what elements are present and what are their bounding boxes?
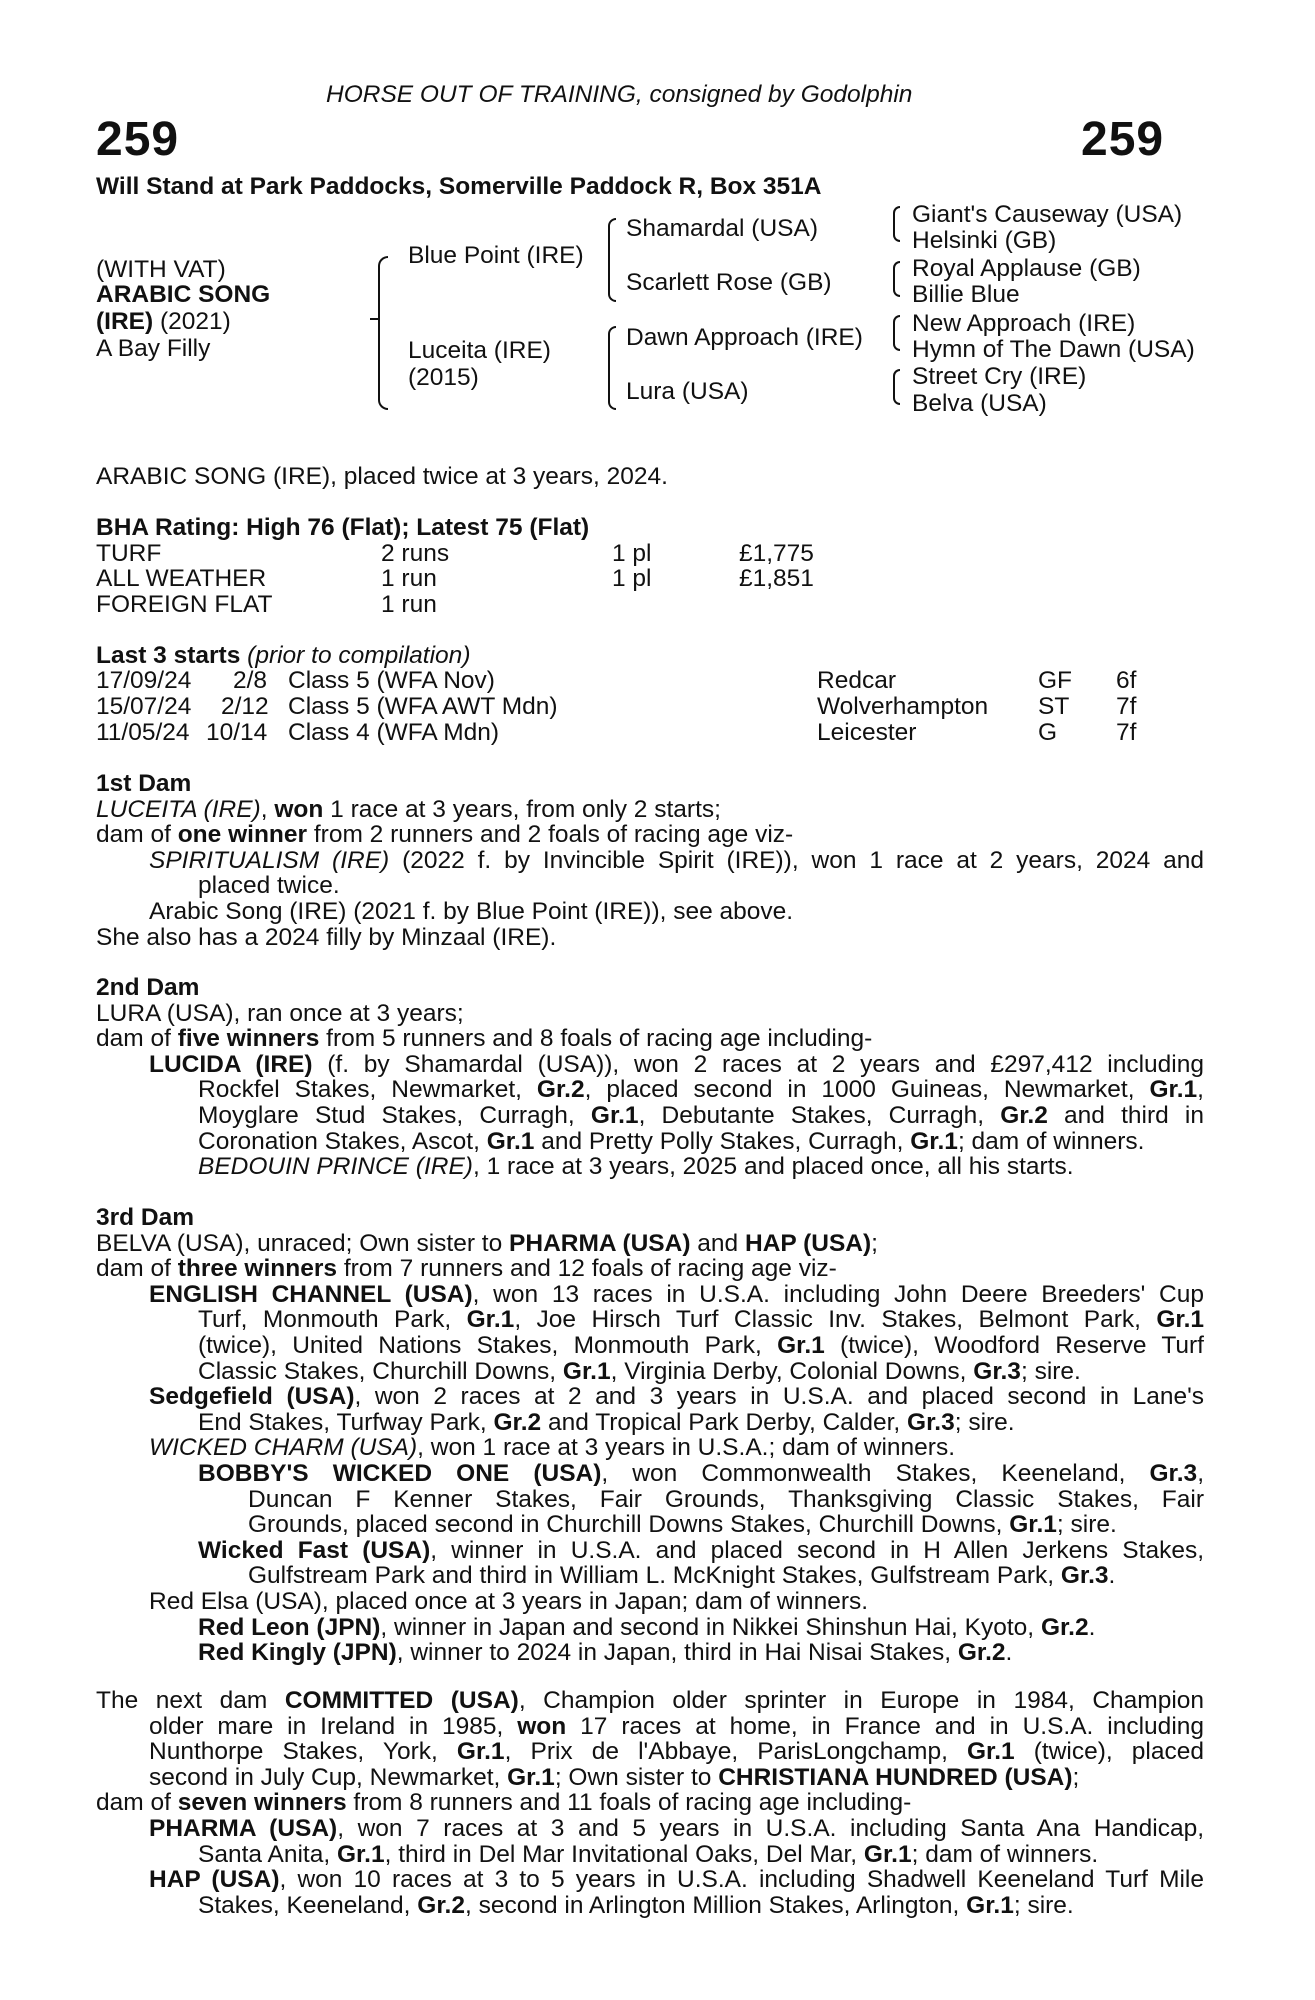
pedigree-bracket-g3-1 bbox=[893, 206, 900, 242]
start-position: 2/12 bbox=[221, 693, 269, 720]
produce-entry: PHARMA (USA), won 7 races at 3 and 5 years in U.S.A. including Santa Ana Handicap, bbox=[149, 1814, 1205, 1842]
starts-note: (prior to compilation) bbox=[247, 642, 471, 669]
dam-line-cont: older mare in Ireland in 1985, won 17 races at home, in France and in U.S.A. including bbox=[149, 1712, 1205, 1740]
produce-entry-cont: Santa Anita, Gr.1, third in Del Mar Invitational Oaks, Del Mar, Gr.1; dam of winners. bbox=[198, 1840, 1099, 1868]
next-dam-section bbox=[96, 1688, 1204, 1918]
third-dam-section bbox=[96, 1205, 1204, 1666]
horse-origin-year bbox=[96, 309, 231, 335]
starts-title: Last 3 starts bbox=[96, 642, 241, 669]
lot-number-left: 259 bbox=[96, 113, 180, 166]
start-date: 15/07/24 bbox=[96, 693, 192, 720]
produce-entry: Arabic Song (IRE) (2021 f. by Blue Point (IRE)), see above. bbox=[149, 897, 794, 925]
pedigree-brace-mid bbox=[370, 318, 380, 320]
pedigree-bracket-g3-3 bbox=[893, 315, 900, 351]
first-dam-section bbox=[96, 771, 1204, 950]
dam: Luceita (IRE) bbox=[408, 337, 551, 364]
start-class: Class 5 (WFA Nov) bbox=[288, 667, 495, 694]
dam-line: dam of five winners from 5 runners and 8 foals of racing age including- bbox=[96, 1025, 873, 1053]
start-distance: 7f bbox=[1116, 719, 1137, 746]
start-class: Class 4 (WFA Mdn) bbox=[288, 719, 500, 746]
start-course: Leicester bbox=[817, 719, 917, 746]
start-position: 2/8 bbox=[233, 667, 268, 694]
rating-surface: TURF bbox=[96, 540, 162, 567]
produce-entry-cont: Rockfel Stakes, Newmarket, Gr.2, placed second in 1000 Guineas, Newmarket, Gr.1, bbox=[198, 1076, 1204, 1104]
horse-name: ARABIC SONG bbox=[96, 281, 271, 308]
page-title: HORSE OUT OF TRAINING, consigned by Godolphin bbox=[326, 81, 913, 108]
start-date: 11/05/24 bbox=[96, 719, 190, 746]
starts-heading bbox=[96, 643, 470, 669]
vat-note: (WITH VAT) bbox=[96, 256, 226, 283]
section-heading: 1st Dam bbox=[96, 770, 192, 797]
produce-entry: HAP (USA), won 10 races at 3 to 5 years in U.S.A. including Shadwell Keeneland Turf Mile bbox=[149, 1866, 1204, 1894]
start-distance: 7f bbox=[1116, 693, 1137, 720]
rating-runs: 1 run bbox=[381, 591, 437, 618]
pedigree-gen2-3: Dawn Approach (IRE) bbox=[626, 324, 863, 351]
pedigree-gen2-4: Lura (USA) bbox=[626, 378, 749, 405]
horse-description: A Bay Filly bbox=[96, 335, 211, 362]
dam-line: She also has a 2024 filly by Minzaal (IRE). bbox=[96, 923, 557, 951]
produce-entry-cont: placed twice. bbox=[198, 872, 340, 900]
dam-line: dam of one winner from 2 runners and 2 foals of racing age viz- bbox=[96, 821, 794, 849]
produce-entry: BOBBY'S WICKED ONE (USA), won Commonwealth Stakes, Keeneland, Gr.3, bbox=[198, 1459, 1204, 1487]
rating-prize: £1,775 bbox=[739, 540, 814, 567]
horse-origin: (IRE) bbox=[96, 308, 154, 335]
produce-entry-cont: Duncan F Kenner Stakes, Fair Grounds, Thanksgiving Classic Stakes, Fair bbox=[248, 1485, 1204, 1513]
start-going: G bbox=[1038, 719, 1058, 746]
produce-entry: Red Kingly (JPN), winner to 2024 in Japan, third in Hai Nisai Stakes, Gr.2. bbox=[198, 1639, 1013, 1667]
rating-placed: 1 pl bbox=[612, 565, 652, 592]
pedigree-gen3-6: Hymn of The Dawn (USA) bbox=[912, 336, 1195, 363]
dam-line: The next dam COMMITTED (USA), Champion older sprinter in Europe in 1984, Champion bbox=[96, 1687, 1205, 1714]
produce-entry-cont: Grounds, placed second in Churchill Downs Stakes, Churchill Downs, Gr.1; sire. bbox=[248, 1511, 1117, 1539]
pedigree-gen3-4: Billie Blue bbox=[912, 281, 1020, 308]
pedigree-bracket-g3-2 bbox=[893, 261, 900, 297]
rating-runs: 2 runs bbox=[381, 540, 450, 567]
start-going: GF bbox=[1038, 667, 1073, 694]
produce-entry: ENGLISH CHANNEL (USA), won 13 races in U.S.A. including John Deere Breeders' Cup bbox=[149, 1280, 1204, 1308]
second-dam-section bbox=[96, 975, 1204, 1180]
pedigree-gen3-7: Street Cry (IRE) bbox=[912, 363, 1087, 390]
pedigree-gen3-1: Giant's Causeway (USA) bbox=[912, 201, 1183, 228]
dam-line: LUCEITA (IRE), won 1 race at 3 years, from only 2 starts; bbox=[96, 795, 721, 823]
rating-surface: ALL WEATHER bbox=[96, 565, 267, 592]
dam-line-cont: second in July Cup, Newmarket, Gr.1; Own sister to CHRISTIANA HUNDRED (USA); bbox=[149, 1763, 1080, 1791]
start-course: Redcar bbox=[817, 667, 896, 694]
rating-placed: 1 pl bbox=[612, 540, 652, 567]
produce-entry-cont: End Stakes, Turfway Park, Gr.2 and Tropical Park Derby, Calder, Gr.3; sire. bbox=[198, 1408, 1015, 1436]
race-summary: ARABIC SONG (IRE), placed twice at 3 years, 2024. bbox=[96, 463, 668, 490]
pedigree-gen3-3: Royal Applause (GB) bbox=[912, 255, 1141, 282]
produce-entry-cont: (twice), United Nations Stakes, Monmouth Park, Gr.1 (twice), Woodford Reserve Turf bbox=[198, 1331, 1204, 1359]
produce-entry-cont: Moyglare Stud Stakes, Curragh, Gr.1, Debutante Stakes, Curragh, Gr.2 and third in bbox=[198, 1101, 1205, 1129]
start-distance: 6f bbox=[1116, 667, 1137, 694]
start-position: 10/14 bbox=[206, 719, 268, 746]
pedigree-gen2-2: Scarlett Rose (GB) bbox=[626, 269, 832, 296]
pedigree-bracket-main bbox=[378, 256, 388, 410]
lot-number-right: 259 bbox=[1081, 113, 1165, 166]
start-going: ST bbox=[1038, 693, 1070, 720]
dam-line: BELVA (USA), unraced; Own sister to PHARMA (USA) and HAP (USA); bbox=[96, 1229, 878, 1257]
produce-entry: Wicked Fast (USA), winner in U.S.A. and placed second in H Allen Jerkens Stakes, bbox=[198, 1536, 1204, 1564]
produce-entry: WICKED CHARM (USA), won 1 race at 3 years in U.S.A.; dam of winners. bbox=[149, 1434, 956, 1462]
horse-year: (2021) bbox=[159, 308, 231, 335]
produce-entry: Red Elsa (USA), placed once at 3 years in Japan; dam of winners. bbox=[149, 1587, 869, 1615]
rating-surface: FOREIGN FLAT bbox=[96, 591, 273, 618]
produce-entry: BEDOUIN PRINCE (IRE), 1 race at 3 years, 2025 and placed once, all his starts. bbox=[198, 1153, 1074, 1181]
start-course: Wolverhampton bbox=[817, 693, 989, 720]
pedigree-gen2-1: Shamardal (USA) bbox=[626, 215, 818, 242]
rating-heading: BHA Rating: High 76 (Flat); Latest 75 (Flat) bbox=[96, 514, 590, 541]
rating-runs: 1 run bbox=[381, 565, 437, 592]
pedigree-bracket-g3-4 bbox=[893, 369, 900, 405]
produce-entry-cont: Turf, Monmouth Park, Gr.1, Joe Hirsch Turf Classic Inv. Stakes, Belmont Park, Gr.1 bbox=[198, 1306, 1205, 1334]
produce-entry-cont: Coronation Stakes, Ascot, Gr.1 and Pretty Polly Stakes, Curragh, Gr.1; dam of winners. bbox=[198, 1127, 1145, 1155]
pedigree-gen3-8: Belva (USA) bbox=[912, 390, 1047, 417]
section-heading: 3rd Dam bbox=[96, 1204, 195, 1231]
produce-entry: Sedgefield (USA), won 2 races at 2 and 3 years in U.S.A. and placed second in Lane's bbox=[149, 1383, 1204, 1411]
dam-line: dam of seven winners from 8 runners and 11 foals of racing age including- bbox=[96, 1789, 912, 1817]
dam-year: (2015) bbox=[408, 364, 479, 391]
rating-prize: £1,851 bbox=[739, 565, 814, 592]
section-heading: 2nd Dam bbox=[96, 974, 200, 1001]
pedigree-bracket-dam bbox=[608, 326, 616, 410]
produce-entry: Red Leon (JPN), winner in Japan and second in Nikkei Shinshun Hai, Kyoto, Gr.2. bbox=[198, 1613, 1096, 1641]
location: Will Stand at Park Paddocks, Somerville Paddock R, Box 351A bbox=[96, 173, 822, 200]
pedigree-bracket-sire bbox=[608, 218, 616, 302]
dam-line: dam of three winners from 7 runners and 12 foals of racing age viz- bbox=[96, 1255, 837, 1283]
start-date: 17/09/24 bbox=[96, 667, 192, 694]
start-class: Class 5 (WFA AWT Mdn) bbox=[288, 693, 558, 720]
produce-entry-cont: Stakes, Keeneland, Gr.2, second in Arlington Million Stakes, Arlington, Gr.1; sire. bbox=[198, 1891, 1074, 1919]
sire: Blue Point (IRE) bbox=[408, 242, 584, 269]
produce-entry: LUCIDA (IRE) (f. by Shamardal (USA)), won 2 races at 2 years and £297,412 including bbox=[149, 1050, 1204, 1078]
produce-entry: SPIRITUALISM (IRE) (2022 f. by Invincible Spirit (IRE)), won 1 race at 2 years, 2024 and bbox=[149, 846, 1204, 874]
produce-entry-cont: Gulfstream Park and third in William L. McKnight Stakes, Gulfstream Park, Gr.3. bbox=[248, 1562, 1116, 1590]
dam-line: LURA (USA), ran once at 3 years; bbox=[96, 999, 464, 1027]
dam-line-cont: Nunthorpe Stakes, York, Gr.1, Prix de l'Abbaye, ParisLongchamp, Gr.1 (twice), placed bbox=[149, 1738, 1204, 1766]
produce-entry-cont: Classic Stakes, Churchill Downs, Gr.1, Virginia Derby, Colonial Downs, Gr.3; sire. bbox=[198, 1357, 1081, 1385]
pedigree-gen3-5: New Approach (IRE) bbox=[912, 310, 1136, 337]
pedigree-gen3-2: Helsinki (GB) bbox=[912, 227, 1057, 254]
